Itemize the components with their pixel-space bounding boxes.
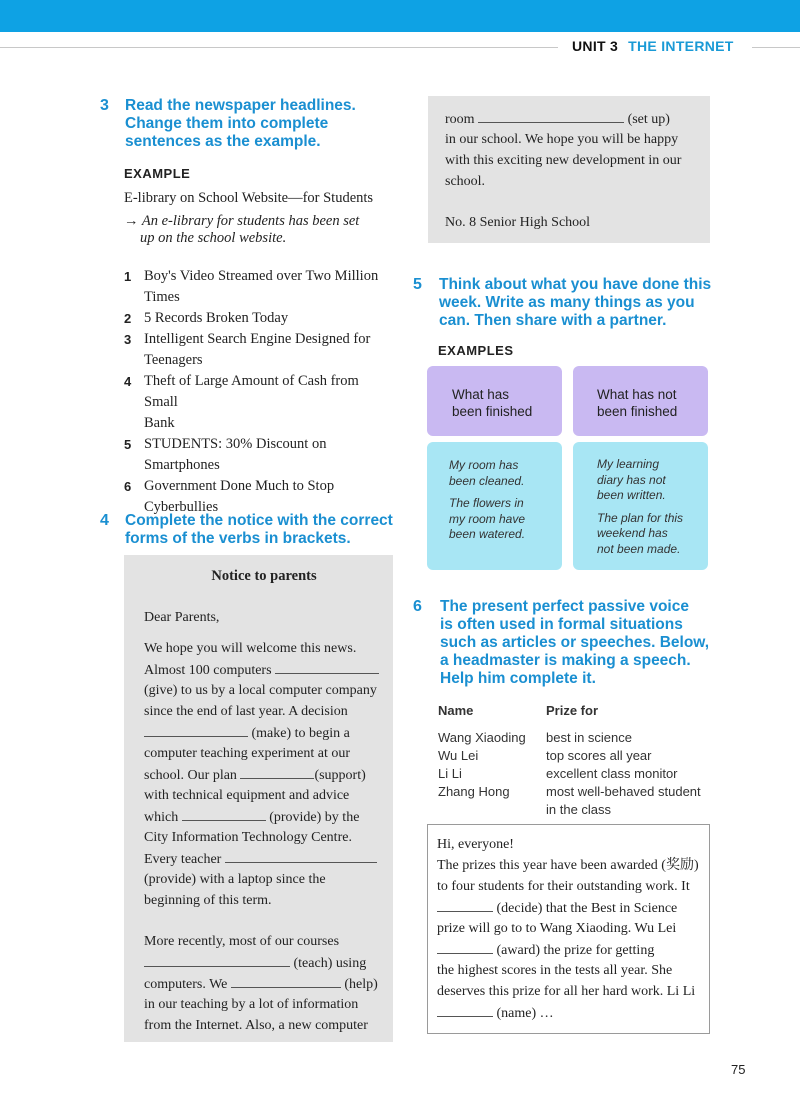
section-6-title-line: a headmaster is making a speech. [440,652,691,669]
speech-line: Hi, everyone! [437,837,514,852]
headline-number: 6 [124,479,132,494]
speech-text: (name) … [496,1006,554,1021]
section-3-title-line: sentences as the example. [125,133,321,150]
prize-name: Wu Lei [438,748,479,763]
headline-text: Times [144,289,180,305]
headline-number: 5 [124,437,132,452]
speech-line [437,1002,701,1024]
card-header-text: been finished [452,404,533,419]
notice-line: in our school. We hope you will be happy [445,132,679,147]
section-6-title-line: is often used in formal situations [440,616,683,633]
notice-text: (set up) [627,112,670,127]
section-6-title [440,598,740,688]
headline-item [124,329,394,371]
speech-line: prize will go to to Wang Xiaoding. Wu Lei [437,921,677,936]
headline-list [124,266,394,518]
notice-line [445,108,705,130]
prize-table-header-name: Name [438,703,474,718]
headline-text: 5 Records Broken Today [144,310,289,326]
notice-text: computers. We [144,977,228,992]
card-body-text: not been made. [597,541,681,556]
finished-body-card [427,442,562,570]
notice-text: room [445,112,475,127]
card-body-text: The flowers in [449,496,524,510]
headline-number: 3 [124,332,132,347]
header-rule-right [752,47,800,48]
notice-line [144,973,384,995]
unit-title: THE INTERNET [628,38,734,54]
finished-examples [449,458,525,543]
notice-line: with this exciting new development in our [445,153,682,168]
example-answer-line: up on the school website. [140,230,287,246]
not-finished-examples [597,457,683,557]
section-6-title-line: Help him complete it. [440,670,596,687]
notice-line: in our teaching by a lot of information [144,997,359,1012]
notice-line [144,659,384,681]
section-5-title [439,276,729,330]
section-5-number: 5 [413,276,422,293]
notice-signature: No. 8 Senior High School [445,215,591,230]
card-body-text: been cleaned. [449,473,525,488]
not-finished-header-card [573,366,708,436]
section-3-title [125,97,405,151]
notice-line [144,952,384,974]
notice-line [144,722,384,744]
headline-text: Teenagers [144,352,203,368]
notice-text: (teach) using [293,956,367,971]
unit-header [572,38,734,54]
section-3-title-line: Change them into complete [125,115,329,132]
notice-line [144,806,384,828]
not-finished-body-card [573,442,708,570]
card-body-text: been watered. [449,527,526,541]
headline-number: 2 [124,311,132,326]
speech-line: to four students for their outstanding work. It [437,879,690,894]
notice-text: Almost 100 computers [144,663,272,678]
prize-name: Zhang Hong [438,784,510,799]
headline-text: Government Done Much to Stop [144,478,335,494]
notice-line: with technical equipment and advice [144,788,350,803]
example-answer-line: → An e-library for students has been set [124,213,360,229]
finished-header [452,386,532,420]
speech-text: (award) the prize for getting [496,943,655,958]
section-5-title-line: week. Write as many things as you [439,294,695,311]
headline-number: 4 [124,374,132,389]
top-color-bar [0,0,800,32]
speech-text: (decide) that the Best in Science [496,901,678,916]
card-body-text: My room has [449,458,519,472]
blank-teach[interactable] [144,952,290,967]
header-rule-left [0,47,558,48]
speech-line [437,897,701,919]
section-4-title-line: Complete the notice with the correct [125,512,393,529]
speech-line: The prizes this year have been awarded (奖励) [437,858,699,873]
blank-set-up[interactable] [478,108,624,123]
notice-line: (provide) with a laptop since the [144,872,326,887]
prize-for: in the class [546,802,612,817]
speech-line: deserves this prize for all her hard work. Li Li [437,984,696,999]
example-headline: E-library on School Website—for Students [124,190,374,206]
blank-name[interactable] [437,1002,493,1017]
blank-make[interactable] [144,722,248,737]
card-body-text: weekend has [597,526,668,540]
notice-text: school. Our plan [144,768,237,783]
notice-line: We hope you will welcome this news. [144,641,357,656]
headline-item [124,371,394,434]
section-6-number: 6 [413,598,422,615]
headline-text: Cyberbullies [144,499,219,515]
headline-text: STUDENTS: 30% Discount on [144,436,327,452]
notice-text: (support) [314,768,366,783]
finished-header-card [427,366,562,436]
unit-number: UNIT 3 [572,38,619,54]
blank-provide-2[interactable] [225,848,377,863]
section-4-title-line: forms of the verbs in brackets. [125,530,351,547]
section-6-title-line: The present perfect passive voice [440,598,689,615]
notice-text: (help) [344,977,378,992]
notice-text: (provide) by the [269,810,360,825]
prize-for: top scores all year [546,748,652,763]
card-header-text: What has [452,387,510,402]
headline-item [124,308,394,329]
not-finished-header [597,386,677,420]
prize-for: excellent class monitor [546,766,678,781]
blank-provide-1[interactable] [182,806,266,821]
example-answer [124,213,359,247]
prize-for: most well-behaved student [546,784,701,799]
section-4-title [125,512,415,548]
card-body-text: diary has not [597,472,666,487]
headline-text: Bank [144,415,175,431]
notice-line [144,848,384,870]
section-5-examples-label: EXAMPLES [438,343,514,358]
notice-heading: Notice to parents [211,568,317,584]
section-3-number: 3 [100,97,109,114]
card-body-text: The plan for this [597,510,684,525]
card-body-text: my room have [449,511,526,526]
blank-support[interactable] [240,764,314,779]
headline-number: 1 [124,269,132,284]
headline-text: Boy's Video Streamed over Two Million [144,268,379,284]
notice-line: school. [445,174,486,189]
notice-greeting: Dear Parents, [144,610,220,625]
notice-line [144,764,384,786]
prize-table-header-prize: Prize for [546,703,599,718]
section-3-title-line: Read the newspaper headlines. [125,97,356,114]
speech-line: the highest scores in the tests all year. She [437,963,673,978]
section-6-title-line: such as articles or speeches. Below, [440,634,710,651]
notice-line: (give) to us by a local computer company [144,683,377,698]
headline-text: Intelligent Search Engine Designed for [144,331,371,347]
speech-box [427,824,710,1034]
section-3-example-label: EXAMPLE [124,166,191,181]
card-header-text: been finished [597,404,678,419]
notice-continued-box [428,96,710,243]
notice-box [124,555,393,1042]
prize-for: best in science [546,730,632,745]
notice-line: More recently, most of our courses [144,934,340,949]
page-number: 75 [731,1062,746,1077]
notice-text: Every teacher [144,852,222,867]
section-5-title-line: Think about what you have done this [439,276,712,293]
blank-award[interactable] [437,939,493,954]
section-5-title-line: can. Then share with a partner. [439,312,667,329]
notice-line: City Information Technology Centre. [144,830,352,845]
headline-text: Theft of Large Amount of Cash from Small [144,373,359,410]
card-header-text: What has not [597,387,677,402]
card-body-text: My learning [597,457,660,471]
prize-name: Wang Xiaoding [438,730,526,745]
headline-text: Smartphones [144,457,220,473]
speech-line [437,939,701,961]
notice-line: computer teaching experiment at our [144,746,351,761]
notice-text: (make) to begin a [251,726,350,741]
card-body-text: been written. [597,488,666,502]
section-4-number: 4 [100,512,109,529]
notice-line: since the end of last year. A decision [144,704,348,719]
blank-give[interactable] [275,659,379,674]
headline-item [124,266,394,308]
notice-text: which [144,810,179,825]
blank-decide[interactable] [437,897,493,912]
notice-line: from the Internet. Also, a new computer [144,1018,368,1033]
headline-item [124,434,394,476]
prize-name: Li Li [438,766,462,781]
notice-line: beginning of this term. [144,893,272,908]
blank-help[interactable] [231,973,341,988]
